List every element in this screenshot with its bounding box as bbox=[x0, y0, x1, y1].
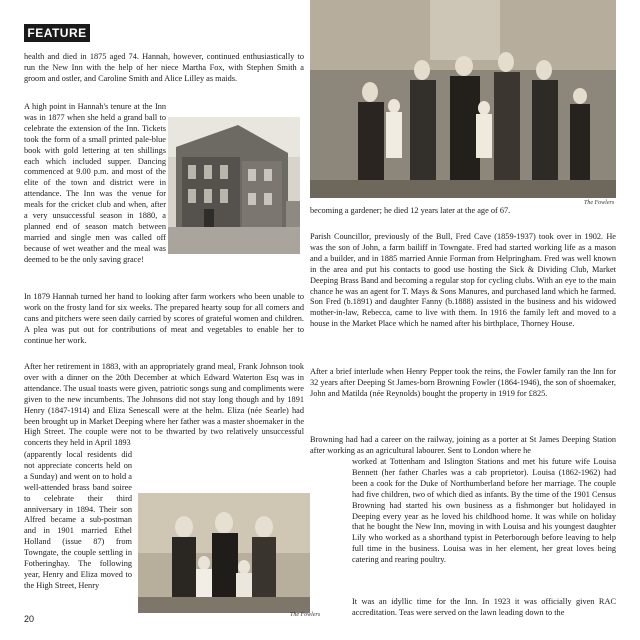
page-number: 20 bbox=[24, 614, 35, 624]
section-badge: FEATURE bbox=[24, 24, 90, 42]
photo-credit-top: The Fowlers bbox=[584, 200, 615, 206]
street-photo-new-inn bbox=[168, 117, 300, 254]
article-paragraph-1: health and died in 1875 aged 74. Hannah, however, continued enthusiastically to run the New Inn with the help of her niece Martha Fox, with Stephen Smith a groom and ostler, and Caroline Smith and Alice Lilley as maids. bbox=[24, 52, 304, 83]
photo-credit-bottom: The Fowlers bbox=[290, 612, 321, 618]
article-paragraph-farm-workers: In 1879 Hannah turned her hand to looking after farm workers who been unable to work on the frosty land for six weeks. The prepared hearty soup for all comers and cans and pitchers were seen daily carried by scores of grateful women and children. A plea was put out for contributions of meat and vegetables to enable her to continue her work. bbox=[24, 292, 304, 345]
article-paragraph-gardener: becoming a gardener; he died 12 years later at the age of 67. bbox=[310, 206, 511, 215]
article-paragraph-louisa: worked at Tottenham and Islington Stations and met his future wife Louisa Bennett (her father Charles was a cab proprietor). Louisa (1862-1962) had been a cook for the Duke of Northumberland before her marriage. The couple had five children, two of which died as infants. By the time of the 1901 Census Browning had started his own business as a fishmonger but holidayed in Deeping every year as he loved his childhood home. It was while on holiday that he bought the New Inn, moving in with Louisa and his youngest daughter Lily who worked as a shorthand typist in Peterborough before leaving to help full time in the business. Louisa was in her element, her great loves being catering and rearing poultry. bbox=[352, 457, 616, 565]
family-photo-top bbox=[310, 0, 616, 198]
article-paragraph-grand-ball: A high point in Hannah's tenure at the Inn was in 1877 when she held a grand ball to celebrate the extension of the Inn. Tickets took the form of a small printed pale-blue book with gold lettering at ten shillings each which included supper. Dancing commenced at 9.00 p.m. and most of the elite of the town and district were in attendance. The Inn was the venue for meals for the cricket club and when, after a very unsuccessful season in 1880, a planned end of season match between married and single men was called off because of wet weather and the meal was deemed to be the only saving grace! bbox=[24, 102, 166, 264]
article-paragraph-fowler-family: After a brief interlude when Henry Pepper took the reins, the Fowler family ran the Inn for 32 years after Deeping St James-born Browning Fowler (1864-1946), the son of shoemaker, John and Matilda (née Reynolds) bought the property in 1919 for £825. bbox=[310, 367, 616, 398]
family-photo-bottom bbox=[138, 493, 310, 613]
article-paragraph-senescalls: (apparently local residents did not appreciate concerts held on a Sunday) and went on to hold a well-attended brass band soiree to celebrate their third anniversary in 1894. Their son Alfred became a sub-postman and in 1901 married Ethel Holland (issue 87) from Towngate, the couple settling in Fotheringhay. The following year, Henry and Eliza moved to the High Street, Henry bbox=[24, 450, 132, 590]
article-paragraph-fred-cave: Parish Councillor, previously of the Bull, Fred Cave (1859-1937) took over in 1902. He was the son of John, a farm bailiff in Towngate. Fred had started working life as a mason and a builder, and in 1885 married Annie Forman from Helpringham. Fred was well known in the area and put his contacts to good use hosting the Sick & Dividing Club, Market Deeping Brass Band and becoming a regular stop for cycling clubs. With an eye to the main chance he was an agent for T. Mays & Sons Manures, and purchased land which he farmed. Son Fred (b.1891) and daughter Fanny (b.1888) assisted in the business and his widowed mother-in-law, Rebecca, came to live with them. In 1916 the family left and moved to a house in the Market Place which he named after his birthplace, Thorney House. bbox=[310, 232, 616, 329]
article-paragraph-grand-ball-end bbox=[24, 256, 304, 278]
article-paragraph-browning-career: Browning had had a career on the railway, joining as a porter at St James Deeping Station after working as an agricultural labourer. Sent to London where he bbox=[310, 435, 616, 455]
article-paragraph-johnsons: After her retirement in 1883, with an appropriately grand meal, Frank Johnson took over with a dinner on the 20th December at which Edward Waterton Esq was in attendance. The usual toasts were given, patriotic songs sung and compliments were given to the new incumbents. The Johnsons did not stay long though and by 1891 Henry (1847-1914) and Eliza Senescall were at the helm. Eliza (née Searle) had been brought up in Market Deeping where her father was a master shoemaker in the High Street. The couple were not to be thwarted by two relatively unsuccessful concerts they held in April 1893 bbox=[24, 362, 304, 448]
article-paragraph-rac: It was an idyllic time for the Inn. In 1923 it was officially given RAC accreditation. Teas were served on the lawn leading down to the bbox=[352, 597, 616, 617]
